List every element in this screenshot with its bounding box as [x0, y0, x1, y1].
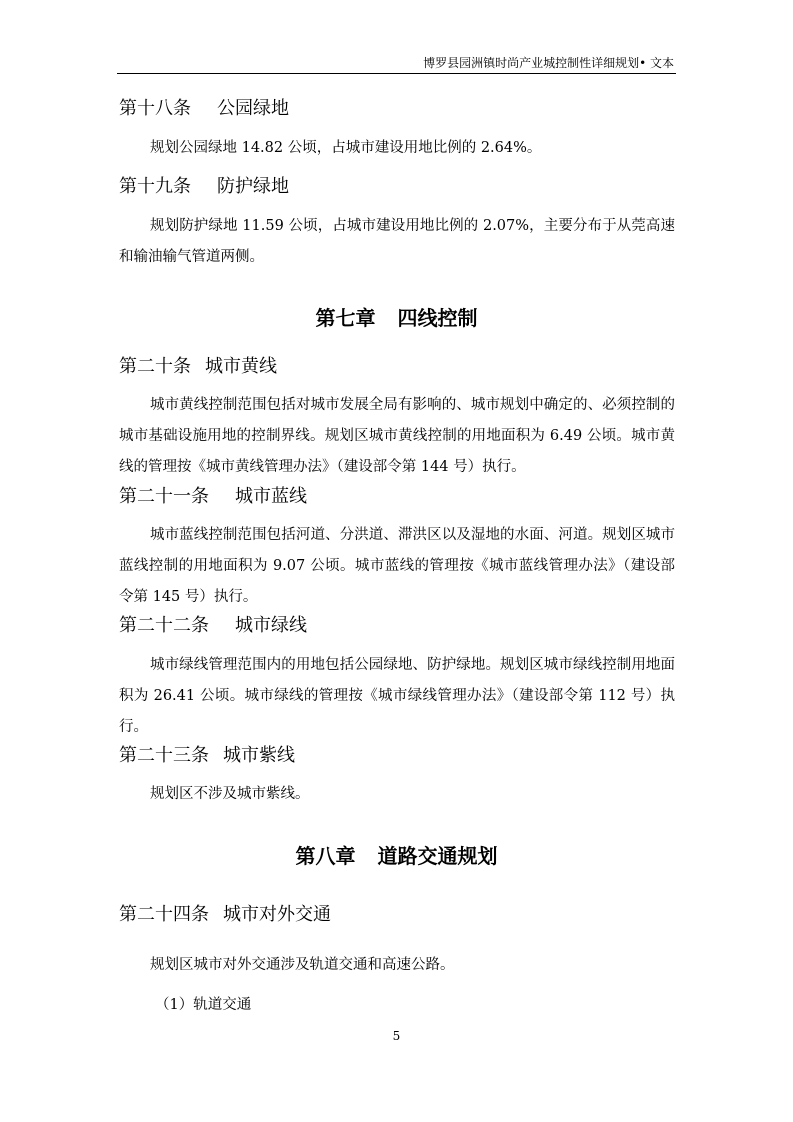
article-number: 第二十一条 — [119, 486, 209, 507]
article-number: 第二十三条 — [119, 745, 209, 766]
article-20-text: 城市黄线控制范围包括对城市发展全局有影响的、城市规划中确定的、必须控制的城市基础设施用地的控制界线。规划区城市黄线控制的用地面积为 6.49 公顷。城市黄线的管理按《城市黄线管理办法》（建设部令第 144 号）执行。 — [119, 397, 675, 475]
article-number: 第二十条 — [119, 356, 191, 377]
chapter-title: 道路交通规划 — [377, 844, 498, 868]
article-title: 公园绿地 — [217, 98, 289, 119]
article-21-heading — [119, 486, 307, 508]
chapter-title: 四线控制 — [397, 306, 478, 330]
list-item-rail-transit: （1）轨道交通 — [155, 997, 252, 1013]
article-title: 城市黄线 — [205, 356, 277, 377]
article-title: 城市蓝线 — [235, 486, 307, 507]
article-19-text: 规划防护绿地 11.59 公顷，占城市建设用地比例的 2.07%，主要分布于从莞高速和输油输气管道两侧。 — [119, 218, 675, 265]
article-title: 城市紫线 — [223, 745, 295, 766]
article-24-heading — [119, 904, 331, 926]
chapter-8-heading — [0, 843, 793, 869]
chapter-7-heading — [0, 305, 793, 331]
article-22-heading — [119, 615, 307, 637]
article-number: 第二十四条 — [119, 904, 209, 925]
article-title: 城市绿线 — [235, 615, 307, 636]
article-23-heading — [119, 745, 295, 767]
chapter-number: 第七章 — [315, 306, 376, 330]
article-18-heading — [119, 98, 289, 120]
article-number: 第十九条 — [119, 176, 191, 197]
article-title: 防护绿地 — [217, 176, 289, 197]
article-21-text: 城市蓝线控制范围包括河道、分洪道、滞洪区以及湿地的水面、河道。规划区城市蓝线控制的用地面积为 9.07 公顷。城市蓝线的管理按《城市蓝线管理办法》（建设部令第 145 号）执行。 — [119, 527, 675, 605]
article-22-text: 城市绿线管理范围内的用地包括公园绿地、防护绿地。规划区城市绿线控制用地面积为 26.41 公顷。城市绿线的管理按《城市绿线管理办法》（建设部令第 112 号）执行。 — [119, 657, 675, 735]
chapter-number: 第八章 — [295, 844, 356, 868]
header-rule — [117, 73, 676, 74]
article-number: 第十八条 — [119, 98, 191, 119]
article-24-text: 规划区城市对外交通涉及轨道交通和高速公路。 — [150, 957, 455, 973]
page-number: 5 — [392, 1029, 401, 1043]
article-20-heading — [119, 356, 277, 378]
article-title: 城市对外交通 — [223, 904, 331, 925]
running-header: 博罗县园洲镇时尚产业城控制性详细规划• 文本 — [423, 56, 674, 70]
article-19-heading — [119, 176, 289, 198]
article-number: 第二十二条 — [119, 615, 209, 636]
article-18-text: 规划公园绿地 14.82 公顷，占城市建设用地比例的 2.64%。 — [150, 140, 542, 156]
article-23-text: 规划区不涉及城市紫线。 — [150, 786, 310, 802]
